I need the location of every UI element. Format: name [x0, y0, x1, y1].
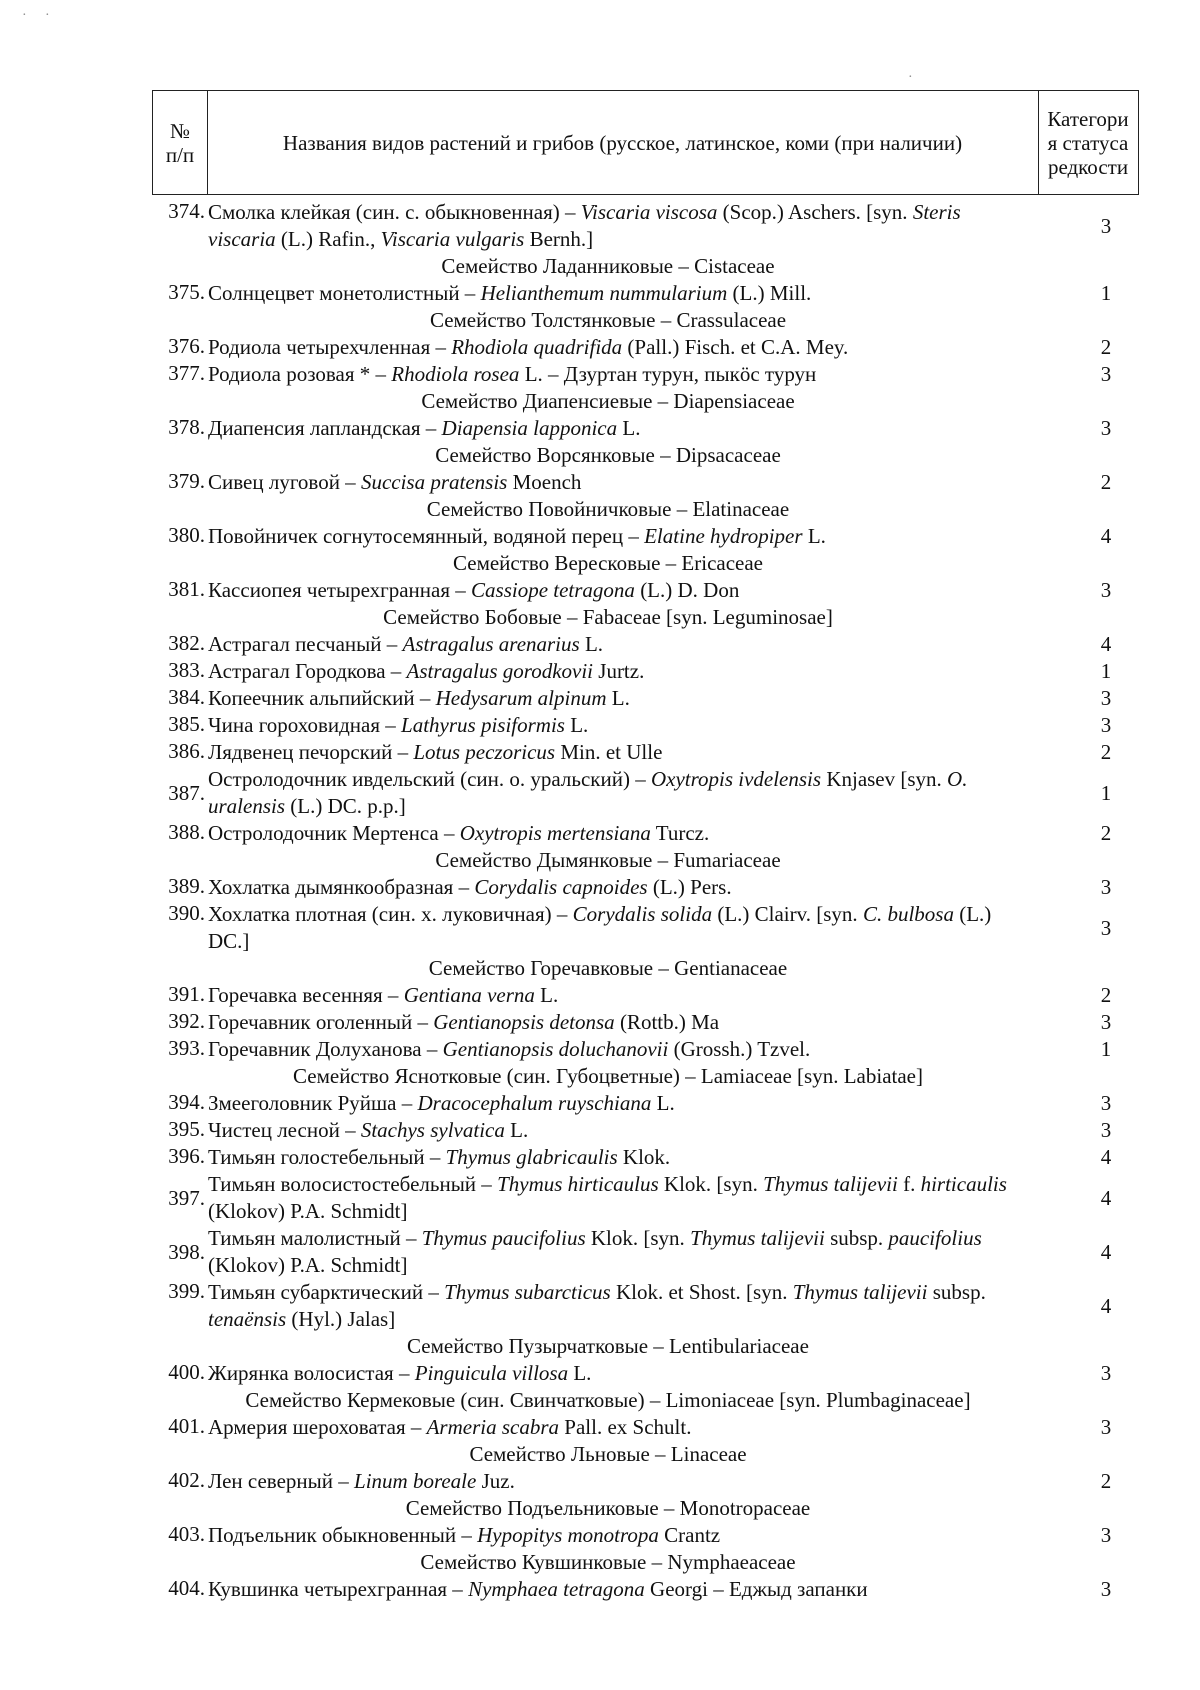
rarity-category: 4: [1100, 632, 1112, 656]
species-number: 394.: [168, 1090, 205, 1114]
species-row: [158, 820, 1128, 847]
species-name: Тимьян малолистный – Thymus paucifolius Klok. [syn. Thymus talijevii subsp. paucifolius (Klokov) P.A. Schmidt]: [208, 1226, 982, 1277]
species-row: [158, 685, 1128, 712]
species-name: Сивец луговой – Succisa pratensis Moench: [208, 470, 582, 494]
species-number: 380.: [168, 523, 205, 547]
species-name: Остролодочник ивдельский (син. о. уральский) – Oxytropis ivdelensis Knjasev [syn. O. uralensis (L.) DC. p.p.]: [208, 767, 968, 818]
rarity-category: 4: [1100, 524, 1112, 548]
species-name: Смолка клейкая (син. с. обыкновенная) – Viscaria viscosa (Scop.) Aschers. [syn. Steris viscaria (L.) Rafin., Viscaria vulgaris Bernh.]: [208, 200, 961, 251]
family-heading: Семейство Ворсянковые – Dipsacaceae: [435, 443, 781, 467]
rarity-category: 3: [1100, 875, 1112, 899]
species-row: [158, 469, 1128, 496]
species-number: 386.: [168, 739, 205, 763]
species-number: 384.: [168, 685, 205, 709]
species-number: 393.: [168, 1036, 205, 1060]
species-name: Остролодочник Мертенса – Oxytropis mertensiana Turcz.: [208, 821, 710, 845]
species-name: Родиола четырехчленная – Rhodiola quadrifida (Pall.) Fisch. et C.A. Mey.: [208, 335, 849, 359]
species-number: 399.: [168, 1279, 205, 1303]
species-name: Армерия шероховатая – Armeria scabra Pall. ex Schult.: [208, 1415, 692, 1439]
species-number: 374.: [168, 199, 205, 223]
rarity-category: 2: [1100, 740, 1112, 764]
species-row: [158, 1225, 1128, 1279]
species-name: Горечавка весенняя – Gentiana verna L.: [208, 983, 559, 1007]
rarity-category: 3: [1100, 713, 1112, 737]
species-name: Лядвенец печорский – Lotus peczoricus Min. et Ulle: [208, 740, 663, 764]
rarity-category: 3: [1100, 1415, 1112, 1439]
species-name: Кувшинка четырехгранная – Nymphaea tetragona Georgi – Еджыд запанки: [208, 1577, 868, 1601]
family-heading: Семейство Льновые – Linaceae: [469, 1442, 747, 1466]
family-heading: Семейство Ладанниковые – Cistaceae: [441, 254, 775, 278]
family-heading: Семейство Повойничковые – Elatinaceae: [426, 497, 790, 521]
species-number: 404.: [168, 1576, 205, 1600]
scan-mark: ·: [45, 8, 50, 23]
species-name: Горечавник оголенный – Gentianopsis detonsa (Rottb.) Ma: [208, 1010, 720, 1034]
species-name: Тимьян волосистостебельный – Thymus hirticaulus Klok. [syn. Thymus talijevii f. hirticaulis (Klokov) P.A. Schmidt]: [208, 1172, 1007, 1223]
family-heading: Семейство Дымянковые – Fumariaceae: [435, 848, 781, 872]
species-row: [158, 658, 1128, 685]
rarity-category: 4: [1100, 1293, 1112, 1318]
rarity-category: 1: [1100, 780, 1112, 805]
species-name: Лен северный – Linum boreale Juz.: [208, 1469, 515, 1493]
species-number: 389.: [168, 874, 205, 898]
species-list: [158, 199, 1128, 1603]
species-row: [158, 739, 1128, 766]
rarity-category: 3: [1100, 362, 1112, 386]
species-row: [158, 415, 1128, 442]
species-row: [158, 280, 1128, 307]
rarity-category: 4: [1100, 1185, 1112, 1210]
species-number: 391.: [168, 982, 205, 1006]
species-number: 390.: [168, 901, 205, 925]
species-row: [158, 712, 1128, 739]
species-row: [158, 1279, 1128, 1333]
rarity-category: 3: [1100, 1361, 1112, 1385]
species-row: [158, 1144, 1128, 1171]
header-category-col: [1038, 91, 1138, 194]
family-heading: Семейство Кувшинковые – Nymphaeaceae: [420, 1550, 796, 1574]
species-row: [158, 1468, 1128, 1495]
species-number: 378.: [168, 415, 205, 439]
header-number-col: [153, 91, 207, 194]
rarity-category: 1: [1100, 659, 1112, 683]
species-number: 385.: [168, 712, 205, 736]
family-heading: Семейство Вересковые – Ericaceae: [452, 551, 763, 575]
rarity-category: 3: [1100, 1118, 1112, 1142]
family-heading: Семейство Бобовые – Fabaceae [syn. Leguminosae]: [383, 605, 833, 629]
species-row: [158, 1117, 1128, 1144]
species-number: 397.: [168, 1185, 205, 1210]
species-name: Хохлатка дымянкообразная – Corydalis capnoides (L.) Pers.: [208, 875, 732, 899]
species-number: 377.: [168, 361, 205, 385]
species-number: 382.: [168, 631, 205, 655]
species-row: [158, 1360, 1128, 1387]
family-heading: Семейство Кермековые (син. Свинчатковые) – Limoniaceae [syn. Plumbaginaceae]: [245, 1388, 971, 1412]
species-row: [158, 1090, 1128, 1117]
header-name-label: Названия видов растений и грибов (русское, латинское, коми (при наличии): [282, 130, 963, 155]
species-name: Астрагал Городкова – Astragalus gorodkovii Jurtz.: [208, 659, 645, 683]
species-number: 376.: [168, 334, 205, 358]
species-row: [158, 577, 1128, 604]
rarity-category: 3: [1100, 213, 1112, 238]
species-name: Змееголовник Руйша – Dracocephalum ruyschiana L.: [208, 1091, 675, 1115]
family-heading: Семейство Диапенсиевые – Diapensiaceae: [421, 389, 795, 413]
species-number: 400.: [168, 1360, 205, 1384]
family-heading: Семейство Подъельниковые – Monotropaceae: [405, 1496, 811, 1520]
family-heading: Семейство Яснотковые (син. Губоцветные) – Lamiaceae [syn. Labiatae]: [293, 1064, 923, 1088]
species-row: [158, 1171, 1128, 1225]
species-number: 392.: [168, 1009, 205, 1033]
species-number: 401.: [168, 1414, 205, 1438]
species-number: 395.: [168, 1117, 205, 1141]
header-number-label: № п/п: [165, 118, 195, 167]
rarity-category: 1: [1100, 281, 1112, 305]
species-number: 402.: [168, 1468, 205, 1492]
species-row: [158, 1522, 1128, 1549]
species-number: 381.: [168, 577, 205, 601]
rarity-category: 3: [1100, 1577, 1112, 1601]
scan-mark: ·: [908, 70, 913, 85]
species-name: Солнцецвет монетолистный – Helianthemum nummularium (L.) Mill.: [208, 281, 812, 305]
species-row: [158, 982, 1128, 1009]
table-header: [152, 90, 1139, 195]
species-row: [158, 1414, 1128, 1441]
species-row: [158, 1009, 1128, 1036]
rarity-category: 4: [1100, 1145, 1112, 1169]
rarity-category: 3: [1100, 915, 1112, 940]
species-name: Подъельник обыкновенный – Hypopitys monotropa Crantz: [208, 1523, 721, 1547]
rarity-category: 3: [1100, 578, 1112, 602]
species-name: Кассиопея четырехгранная – Cassiope tetragona (L.) D. Don: [208, 578, 740, 602]
species-row: [158, 766, 1128, 820]
species-number: 375.: [168, 280, 205, 304]
rarity-category: 3: [1100, 1523, 1112, 1547]
species-number: 403.: [168, 1522, 205, 1546]
rarity-category: 2: [1100, 1469, 1112, 1493]
species-row: [158, 901, 1128, 955]
family-heading: Семейство Горечавковые – Gentianaceae: [428, 956, 788, 980]
species-row: [158, 1576, 1128, 1603]
rarity-category: 1: [1100, 1037, 1112, 1061]
species-row: [158, 874, 1128, 901]
rarity-category: 4: [1100, 1239, 1112, 1264]
rarity-category: 2: [1100, 335, 1112, 359]
species-name: Чина гороховидная – Lathyrus pisiformis L.: [208, 713, 589, 737]
rarity-category: 2: [1100, 470, 1112, 494]
rarity-category: 2: [1100, 821, 1112, 845]
species-name: Хохлатка плотная (син. х. луковичная) – Corydalis solida (L.) Clairv. [syn. C. bulbosa (L.) DC.]: [208, 902, 992, 953]
header-category-label: Категория статуса редкости: [1047, 106, 1129, 179]
species-name: Жирянка волосистая – Pinguicula villosa L.: [208, 1361, 592, 1385]
rarity-category: 3: [1100, 1010, 1112, 1034]
species-name: Чистец лесной – Stachys sylvatica L.: [208, 1118, 529, 1142]
species-name: Повойничек согнутосемянный, водяной перец – Elatine hydropiper L.: [208, 524, 826, 548]
species-row: [158, 631, 1128, 658]
species-row: [158, 334, 1128, 361]
species-name: Копеечник альпийский – Hedysarum alpinum L.: [208, 686, 630, 710]
species-number: 398.: [168, 1239, 205, 1264]
species-name: Тимьян голостебельный – Thymus glabricaulis Klok.: [208, 1145, 671, 1169]
species-row: [158, 199, 1128, 253]
species-number: 379.: [168, 469, 205, 493]
species-number: 396.: [168, 1144, 205, 1168]
rarity-category: 3: [1100, 1091, 1112, 1115]
species-row: [158, 361, 1128, 388]
scan-mark: ·: [22, 8, 27, 23]
species-number: 387.: [168, 780, 205, 805]
species-name: Родиола розовая * – Rhodiola rosea L. – Дзуртан турун, пыкӧс турун: [208, 362, 817, 386]
rarity-category: 3: [1100, 416, 1112, 440]
rarity-category: 3: [1100, 686, 1112, 710]
species-row: [158, 523, 1128, 550]
species-name: Диапенсия лапландская – Diapensia lapponica L.: [208, 416, 641, 440]
header-name-col: [207, 91, 1038, 194]
species-name: Астрагал песчаный – Astragalus arenarius L.: [208, 632, 604, 656]
species-name: Горечавник Долуханова – Gentianopsis doluchanovii (Grossh.) Tzvel.: [208, 1037, 811, 1061]
species-row: [158, 1036, 1128, 1063]
species-number: 383.: [168, 658, 205, 682]
species-number: 388.: [168, 820, 205, 844]
species-name: Тимьян субарктический – Thymus subarcticus Klok. et Shost. [syn. Thymus talijevii subsp. tenaënsis (Hyl.) Jalas]: [208, 1280, 986, 1331]
family-heading: Семейство Пузырчатковые – Lentibulariaceae: [407, 1334, 809, 1358]
family-heading: Семейство Толстянковые – Crassulaceae: [429, 308, 787, 332]
rarity-category: 2: [1100, 983, 1112, 1007]
